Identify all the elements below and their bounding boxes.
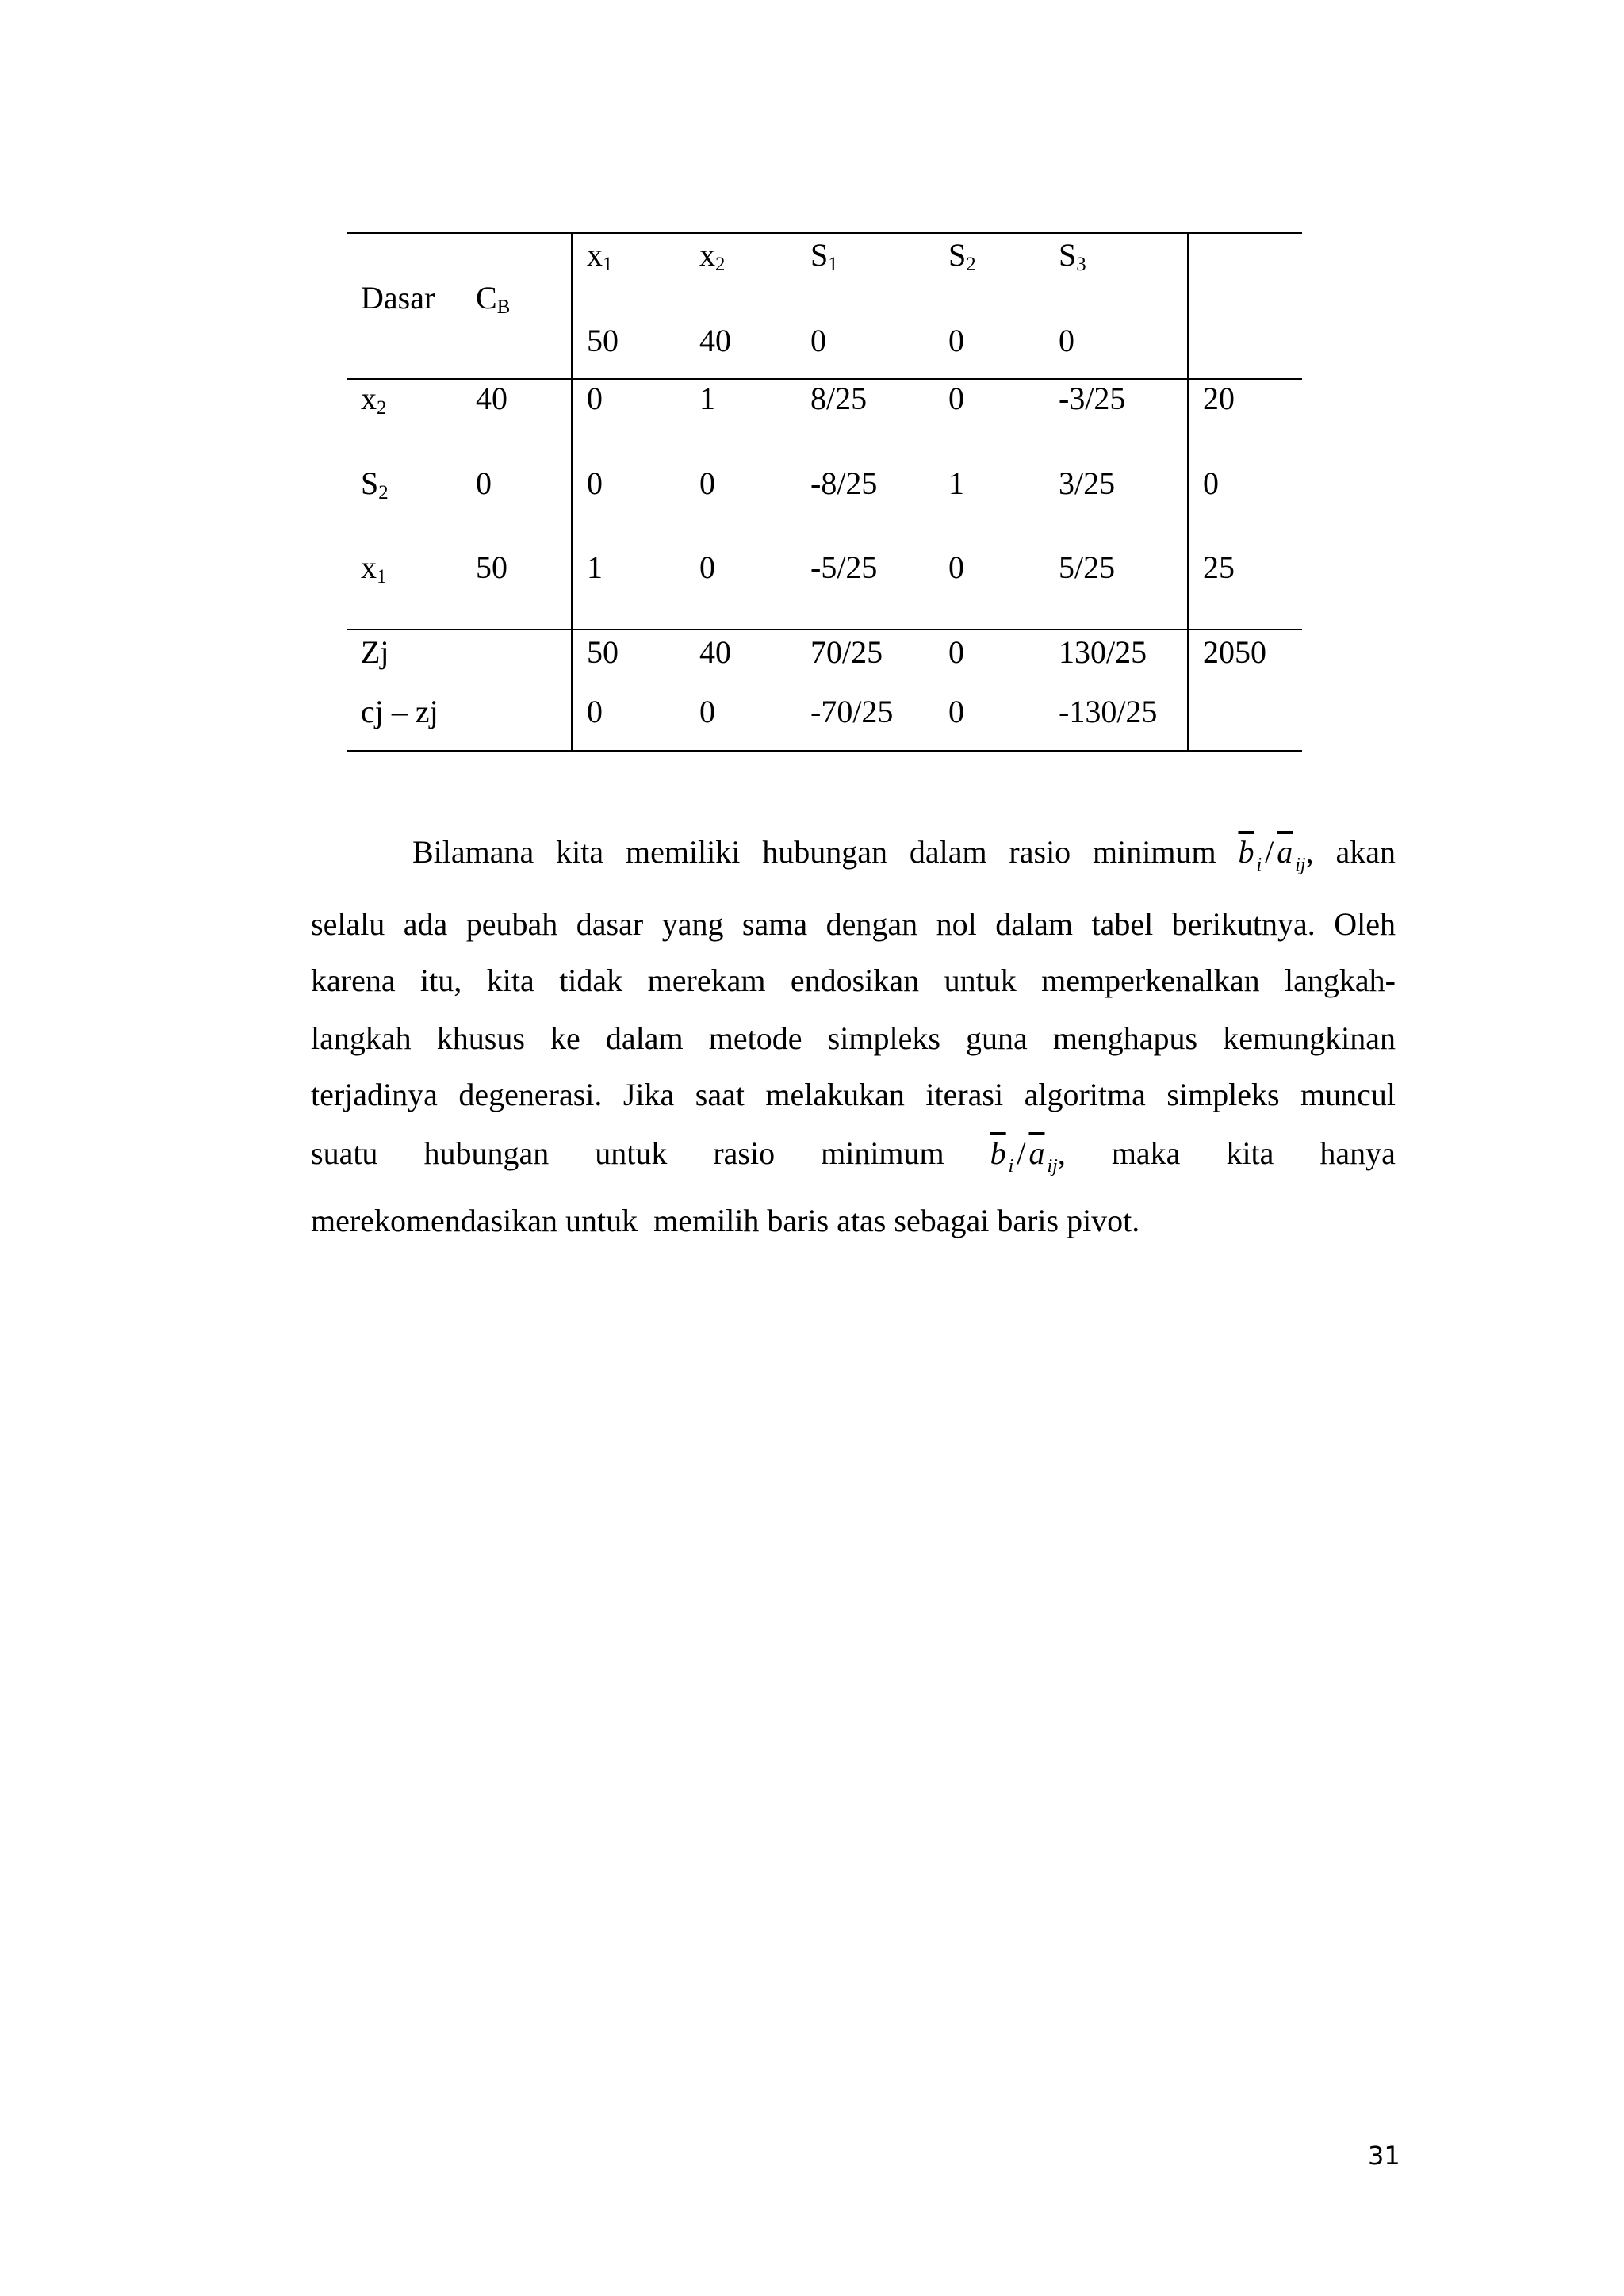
header-var-s2: $S_2$ — [948, 237, 976, 276]
table-right-divider — [1187, 232, 1189, 752]
row2-s3: 3/25 — [1059, 465, 1116, 501]
row3-s3: 5/25 — [1059, 549, 1116, 585]
header-cb — [476, 280, 511, 319]
zj-s2: 0 — [948, 634, 964, 670]
line-text: selalu ada peubah dasar yang sama dengan nol dalam tabel berikutnya. Oleh — [311, 906, 1396, 942]
table-top-rule — [347, 232, 1302, 234]
paragraph-line-3 — [311, 962, 1396, 998]
word: dalam — [909, 834, 987, 870]
header-coef-x2: 40 — [699, 323, 731, 358]
cjzj-s2: 0 — [948, 694, 964, 729]
row1-s1: 8/25 — [810, 381, 868, 416]
header-dasar: Dasar — [361, 280, 435, 316]
row1-cb: 40 — [476, 381, 508, 416]
row1-s2: 0 — [948, 381, 964, 416]
header-coef-x1: 50 — [587, 323, 619, 358]
page-number: 31 — [1368, 2141, 1400, 2171]
header-coef-s1: 0 — [810, 323, 826, 358]
header-coef-s3: 0 — [1059, 323, 1074, 358]
row3-s2: 0 — [948, 549, 964, 585]
cjzj-s3: -130/25 — [1059, 694, 1158, 729]
word: hubungan — [423, 1135, 550, 1171]
table-header-rule — [347, 378, 1302, 380]
table-bottom-rule — [347, 750, 1302, 752]
row2-rhs: 0 — [1203, 465, 1219, 501]
word: suatu — [311, 1135, 378, 1171]
word: kita — [1226, 1135, 1274, 1171]
paragraph-line-1 — [311, 834, 1396, 875]
word: rasio — [1009, 834, 1071, 870]
word: hubungan — [762, 834, 887, 870]
cjzj-label: cj – zj — [361, 694, 439, 729]
row3-rhs: 25 — [1203, 549, 1235, 585]
line-text: langkah khusus ke dalam metode simpleks guna menghapus kemungkinan — [311, 1020, 1396, 1056]
word: hanya — [1320, 1135, 1396, 1171]
paragraph-line-6 — [311, 1135, 1396, 1177]
paragraph-line-4 — [311, 1020, 1396, 1056]
paragraph-line-7: merekomendasikan untuk memilih baris atas sebagai baris pivot. — [311, 1203, 1140, 1238]
line-text: karena itu, kita tidak merekam endosikan untuk memperkenalkan langkah- — [311, 962, 1396, 998]
header-coef-s2: 0 — [948, 323, 964, 358]
header-cb-sub: B — [496, 297, 511, 319]
table-left-divider — [571, 232, 573, 752]
row2-s1: -8/25 — [810, 465, 878, 501]
word: kita — [556, 834, 604, 870]
paragraph-line-2 — [311, 906, 1396, 942]
row2-cb: 0 — [476, 465, 492, 501]
paragraph-line-5 — [311, 1079, 1396, 1111]
zj-s3: 130/25 — [1059, 634, 1147, 670]
row1-s3: -3/25 — [1059, 381, 1126, 416]
cjzj-s1: -70/25 — [810, 694, 894, 729]
header-cb-main: C — [476, 280, 497, 316]
zj-x2: 40 — [699, 634, 731, 670]
table-body-rule — [347, 629, 1302, 630]
ratio-formula: $\overline{b}$ $_i / \overline{a}$ $_{ij}$, — [990, 1135, 1066, 1177]
header-var-s3: $S_3$ — [1059, 237, 1086, 276]
word: minimum — [1093, 834, 1216, 870]
word: memiliki — [625, 834, 741, 870]
word: rasio — [713, 1135, 776, 1171]
word: Bilamana — [412, 834, 534, 870]
row2-basis: $S_2$ — [361, 465, 389, 504]
row1-rhs: 20 — [1203, 381, 1235, 416]
body-paragraph — [311, 836, 1396, 1249]
cjzj-x1: 0 — [587, 694, 603, 729]
word: maka — [1111, 1135, 1181, 1171]
row3-s1: -5/25 — [810, 549, 878, 585]
zj-rhs: 2050 — [1203, 634, 1266, 670]
row2-s2: 1 — [948, 465, 964, 501]
word: untuk — [595, 1135, 668, 1171]
header-var-x2: $x_2$ — [699, 237, 726, 276]
row2-x1: 0 — [587, 465, 603, 501]
row3-basis: $x_1$ — [361, 549, 387, 588]
cjzj-x2: 0 — [699, 694, 715, 729]
zj-label: Zj — [361, 634, 389, 670]
header-var-x1: $x_1$ — [587, 237, 613, 276]
word: minimum — [821, 1135, 944, 1171]
row3-x2: 0 — [699, 549, 715, 585]
row1-basis: $x_2$ — [361, 381, 387, 419]
row3-cb: 50 — [476, 549, 508, 585]
row2-x2: 0 — [699, 465, 715, 501]
header-var-s1: $S_1$ — [810, 237, 838, 276]
word: akan — [1335, 834, 1396, 870]
row1-x2: 1 — [699, 381, 715, 416]
row3-x1: 1 — [587, 549, 603, 585]
line-text: terjadinya degenerasi. Jika saat melakukan iterasi algoritma simpleks muncul — [311, 1077, 1396, 1112]
ratio-formula: $\overline{b}$ $_i / \overline{a}$ $_{ij}$, — [1238, 834, 1314, 875]
zj-s1: 70/25 — [810, 634, 883, 670]
row1-x1: 0 — [587, 381, 603, 416]
zj-x1: 50 — [587, 634, 619, 670]
